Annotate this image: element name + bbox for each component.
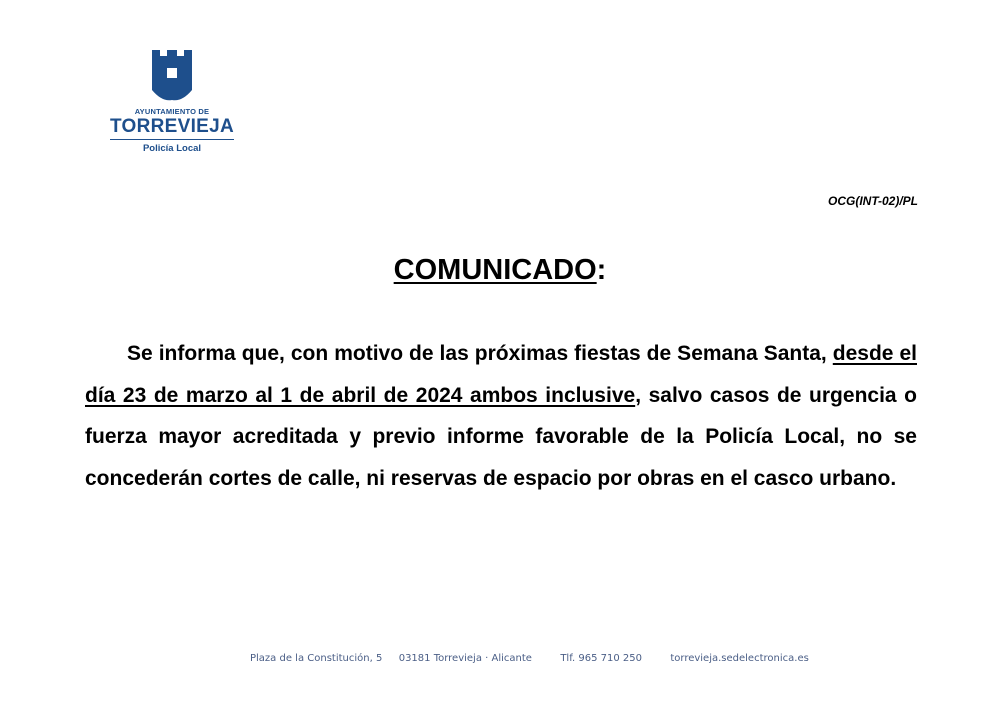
logo-divider	[110, 139, 234, 140]
logo-policia-local-text: Policía Local	[142, 143, 202, 154]
body-date-range: desde el día 23 de marzo al 1 de abril de 2024 ambos inclusive	[85, 342, 917, 407]
footer-phone: Tlf. 965 710 250	[560, 653, 642, 664]
logo-ayuntamiento-text: AYUNTAMIENTO DE	[134, 107, 210, 116]
body-part-2: , salvo casos de urgencia o fuerza mayor acreditada y previo informe favorable de la Policía Local, no se concederán cortes de calle, ni reservas de espacio por obras en el casco urbano.	[85, 383, 917, 490]
document-title	[0, 254, 1000, 287]
document-reference: OCG(INT-02)/PL	[827, 194, 918, 208]
page-footer	[250, 653, 809, 664]
body-part-1: Se informa que, con motivo de las próximas fiestas de Semana Santa,	[127, 342, 827, 365]
city-logo	[108, 50, 236, 154]
footer-address: Plaza de la Constitución, 5	[250, 653, 383, 664]
title-text: COMUNICADO	[393, 254, 597, 286]
tower-emblem-icon	[150, 50, 194, 102]
title-colon: :	[596, 254, 607, 286]
logo-torrevieja-text: TORREVIEJA	[109, 116, 235, 137]
footer-website: torrevieja.sedelectronica.es	[670, 653, 809, 664]
footer-city: 03181 Torrevieja · Alicante	[398, 653, 532, 664]
notice-body	[85, 333, 917, 499]
